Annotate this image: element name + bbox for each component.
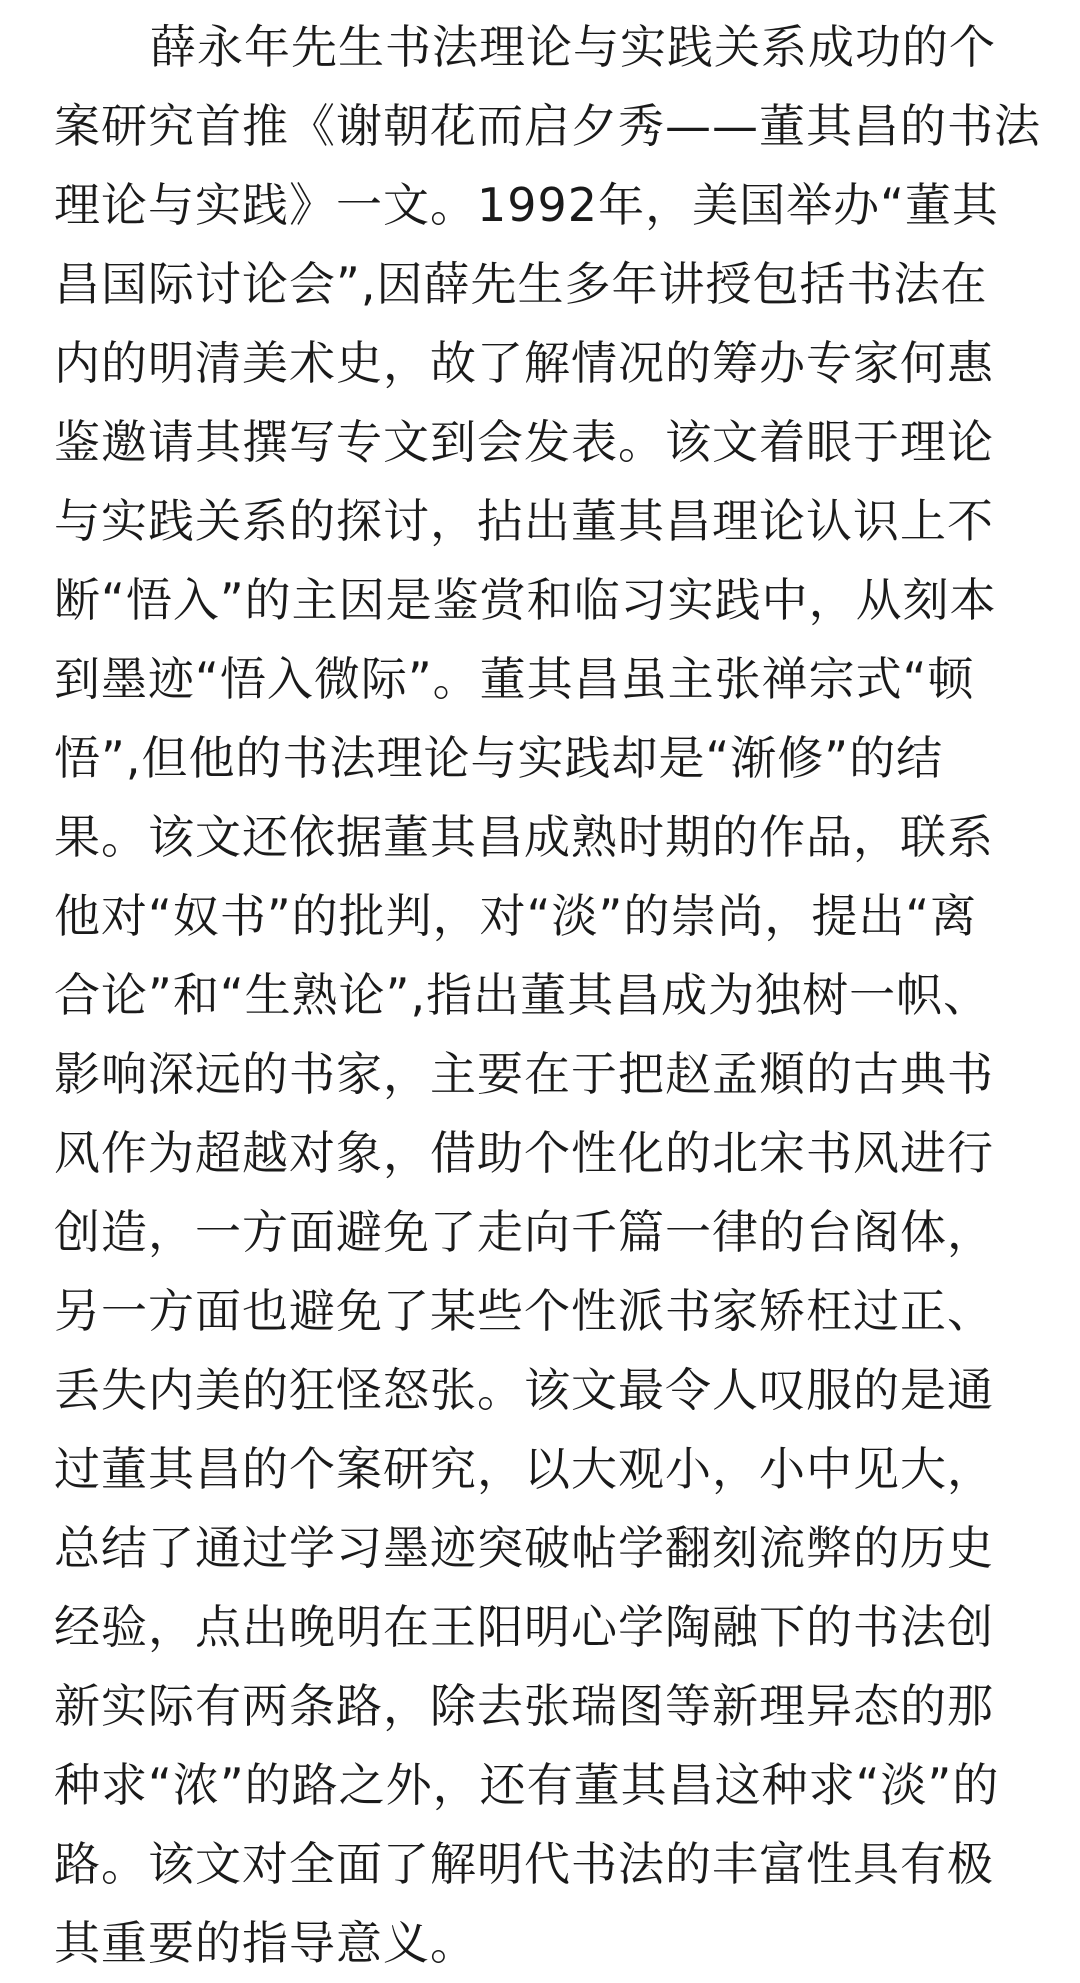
paragraph-line: 与实践关系的探讨，拈出董其昌理论认识上不	[54, 494, 994, 548]
paragraph-line: 丢失内美的狂怪怒张。该文最令人叹服的是通	[54, 1363, 994, 1417]
paragraph-line: 风作为超越对象，借助个性化的北宋书风进行	[54, 1126, 994, 1180]
paragraph-line: 种求“浓”的路之外，还有董其昌这种求“淡”的	[54, 1758, 1000, 1812]
paragraph-line: 新实际有两条路，除去张瑞图等新理异态的那	[54, 1679, 994, 1733]
paragraph-line: 过董其昌的个案研究，以大观小，小中见大，	[54, 1442, 994, 1496]
paragraph-line: 薛永年先生书法理论与实践关系成功的个	[150, 20, 996, 74]
paragraph-line: 其重要的指导意义。	[54, 1916, 477, 1970]
paragraph-line: 理论与实践》一文。1992年，美国举办“董其	[54, 178, 999, 232]
paragraph-line: 内的明清美术史，故了解情况的筹办专家何惠	[54, 336, 994, 390]
paragraph-line: 影响深远的书家，主要在于把赵孟頫的古典书	[54, 1047, 994, 1101]
paragraph-line: 他对“奴书”的批判，对“淡”的崇尚，提出“离	[54, 889, 978, 943]
paragraph-line: 总结了通过学习墨迹突破帖学翻刻流弊的历史	[54, 1521, 994, 1575]
paragraph-line: 合论”和“生熟论”,指出董其昌成为独树一帜、	[54, 968, 991, 1022]
paragraph-line: 鉴邀请其撰写专文到会发表。该文着眼于理论	[54, 415, 994, 469]
paragraph-line: 创造，一方面避免了走向千篇一律的台阁体，	[54, 1205, 994, 1259]
paragraph-line: 果。该文还依据董其昌成熟时期的作品，联系	[54, 810, 994, 864]
paragraph-line: 案研究首推《谢朝花而启夕秀——董其昌的书法	[54, 99, 1041, 153]
paragraph-line: 断“悟入”的主因是鉴赏和临习实践中，从刻本	[54, 573, 997, 627]
paragraph-line: 悟”,但他的书法理论与实践却是“渐修”的结	[54, 731, 944, 785]
paragraph-line: 昌国际讨论会”,因薛先生多年讲授包括书法在	[54, 257, 988, 311]
paragraph-line: 到墨迹“悟入微际”。董其昌虽主张禅宗式“顿	[54, 652, 975, 706]
paragraph-line: 经验，点出晚明在王阳明心学陶融下的书法创	[54, 1600, 994, 1654]
paragraph-line: 路。该文对全面了解明代书法的丰富性具有极	[54, 1837, 994, 1891]
paragraph-line: 另一方面也避免了某些个性派书家矫枉过正、	[54, 1284, 994, 1338]
article-paragraph	[54, 8, 1041, 1983]
